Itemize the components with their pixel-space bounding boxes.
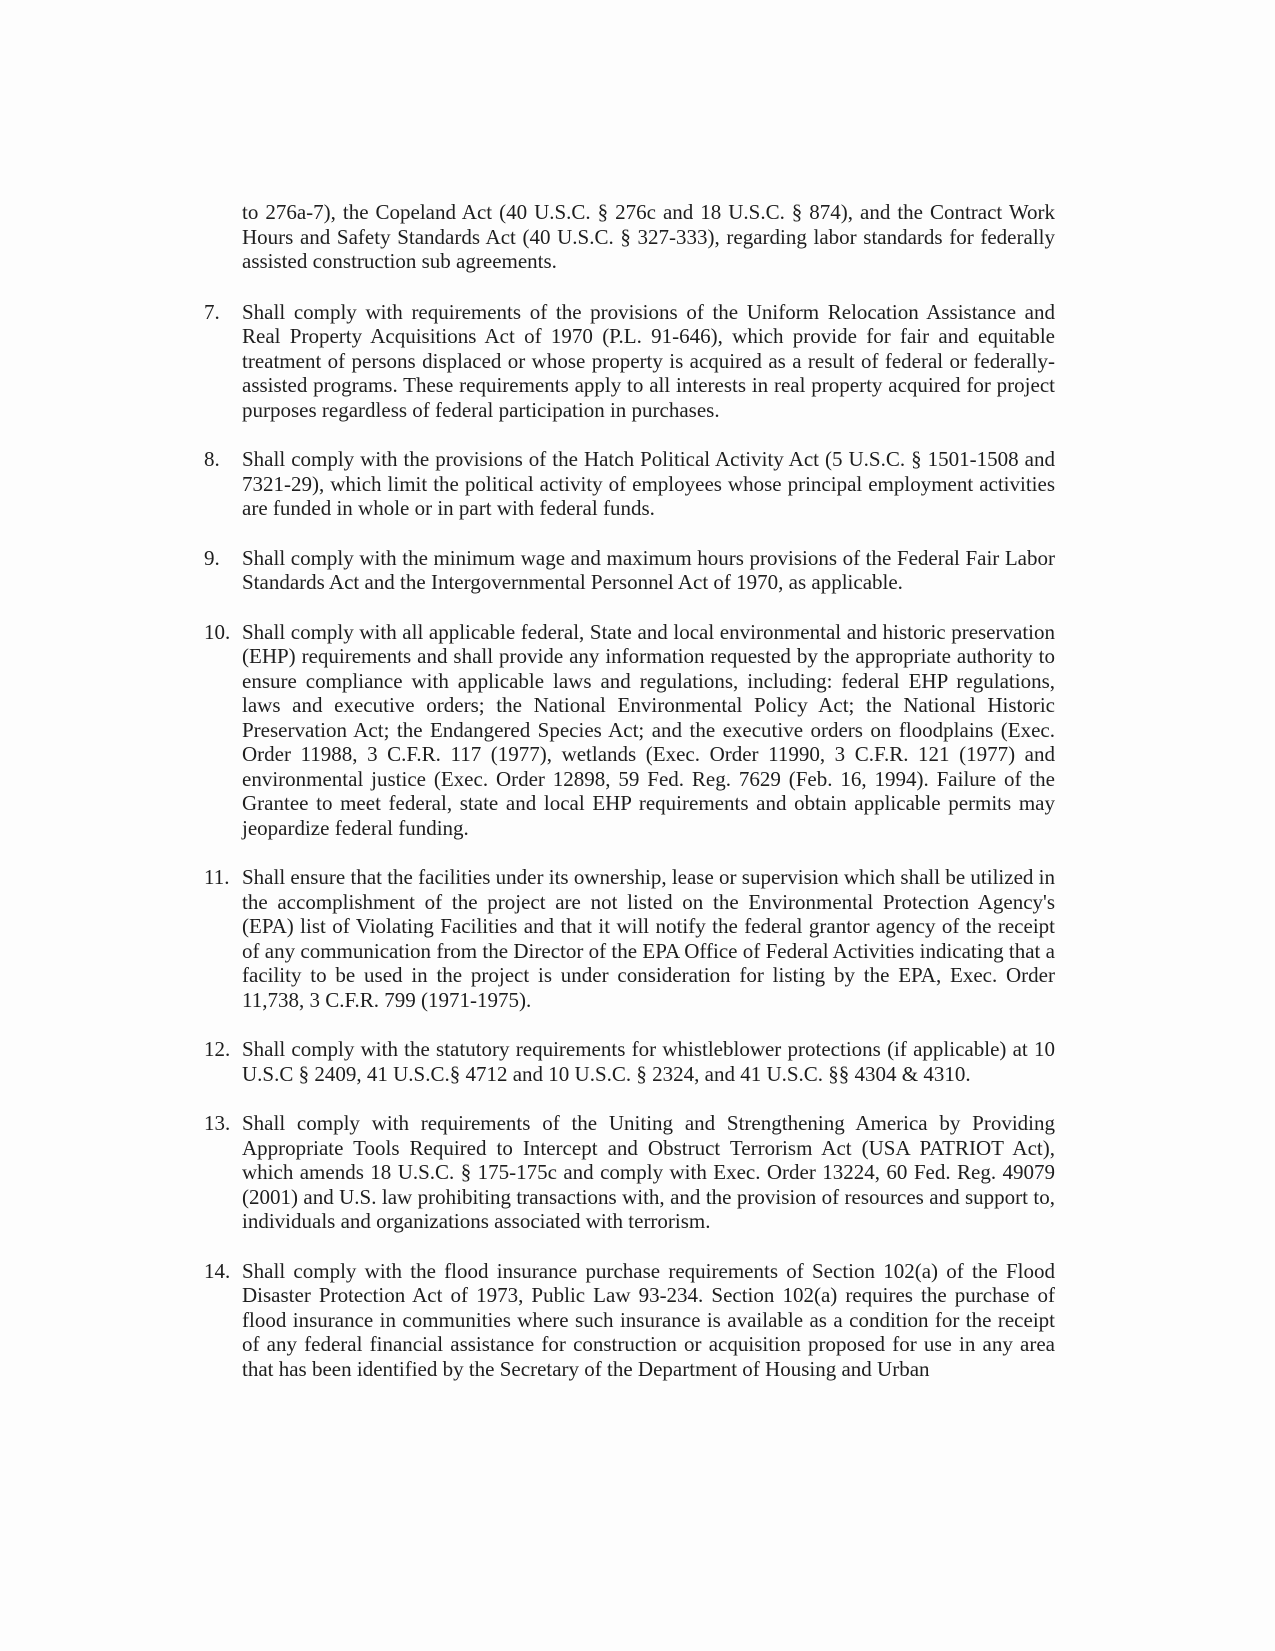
item-text: Shall comply with the minimum wage and maximum hours provisions of the Federal Fair Labor Standards Act and the Intergovernmental Personnel Act of 1970, as applicable.	[242, 545, 1055, 594]
item-number: 14.	[204, 1258, 231, 1283]
item-number: 12.	[204, 1037, 231, 1061]
list-item-10	[204, 620, 1055, 841]
item-number: 13.	[204, 1111, 231, 1135]
item-text: Shall comply with requirements of the provisions of the Uniform Relocation Assistance and Real Property Acquisitions Act of 1970 (P.L. 91-646), which provide for fair and equitable treatment of persons displaced or whose property is acquired as a result of federal or federally-assisted programs. These requirements apply to all interests in real property acquired for project purposes regardless of federal participation in purchases.	[242, 299, 1055, 422]
item-number: 8.	[204, 447, 220, 471]
item-text: Shall ensure that the facilities under its ownership, lease or supervision which shall be utilized in the accomplishment of the project are not listed on the Environmental Protection Agency's (EPA) list of Violating Facilities and that it will notify the federal grantor agency of the receipt of any communication from the Director of the EPA Office of Federal Activities indicating that a facility to be used in the project is under consideration for listing by the EPA, Exec. Order 11,738, 3 C.F.R. 799 (1971-1975).	[242, 865, 1055, 1012]
item-text: Shall comply with the provisions of the Hatch Political Activity Act (5 U.S.C. § 1501-1508 and 7321-29), which limit the political activity of employees whose principal employment activities are funded in whole or in part with federal funds.	[242, 447, 1055, 520]
item-text: Shall comply with the statutory requirements for whistleblower protections (if applicable) at 10 U.S.C § 2409, 41 U.S.C.§ 4712 and 10 U.S.C. § 2324, and 41 U.S.C. §§ 4304 & 4310.	[242, 1037, 1055, 1086]
continuation-paragraph: to 276a-7), the Copeland Act (40 U.S.C. § 276c and 18 U.S.C. § 874), and the Contract Work Hours and Safety Standards Act (40 U.S.C. § 327-333), regarding labor standards for federally assisted construction sub agreements.	[242, 200, 1055, 273]
list-item-14	[204, 1259, 1055, 1382]
item-number: 7.	[204, 299, 220, 324]
item-number: 11.	[204, 865, 230, 889]
item-number: 10.	[204, 619, 231, 644]
list-item-9	[204, 546, 1055, 595]
list-item-8	[204, 447, 1055, 521]
list-item-11	[204, 865, 1055, 1012]
item-text: Shall comply with the flood insurance purchase requirements of Section 102(a) of the Flood Disaster Protection Act of 1973, Public Law 93-234. Section 102(a) requires the purchase of flood insurance in communities where such insurance is available as a condition for the receipt of any federal financial assistance for construction or acquisition proposed for use in any area that has been identified by the Secretary of the Department of Housing and Urban	[242, 1258, 1055, 1381]
item-number: 9.	[204, 545, 220, 570]
document-body	[204, 200, 1055, 1406]
list-item-7	[204, 300, 1055, 423]
list-item-12	[204, 1037, 1055, 1086]
list-item-13	[204, 1111, 1055, 1234]
item-text: Shall comply with all applicable federal, State and local environmental and historic preservation (EHP) requirements and shall provide any information requested by the appropriate authority to ensure compliance with applicable laws and regulations, including: federal EHP regulations, laws and executive orders; the National Environmental Policy Act; the National Historic Preservation Act; the Endangered Species Act; and the executive orders on floodplains (Exec. Order 11988, 3 C.F.R. 117 (1977), wetlands (Exec. Order 11990, 3 C.F.R. 121 (1977) and environmental justice (Exec. Order 12898, 59 Fed. Reg. 7629 (Feb. 16, 1994). Failure of the Grantee to meet federal, state and local EHP requirements and obtain applicable permits may jeopardize federal funding.	[242, 619, 1055, 840]
requirements-list	[204, 300, 1055, 1382]
item-text: Shall comply with requirements of the Uniting and Strengthening America by Providing Appropriate Tools Required to Intercept and Obstruct Terrorism Act (USA PATRIOT Act), which amends 18 U.S.C. § 175-175c and comply with Exec. Order 13224, 60 Fed. Reg. 49079 (2001) and U.S. law prohibiting transactions with, and the provision of resources and support to, individuals and organizations associated with terrorism.	[242, 1111, 1055, 1233]
